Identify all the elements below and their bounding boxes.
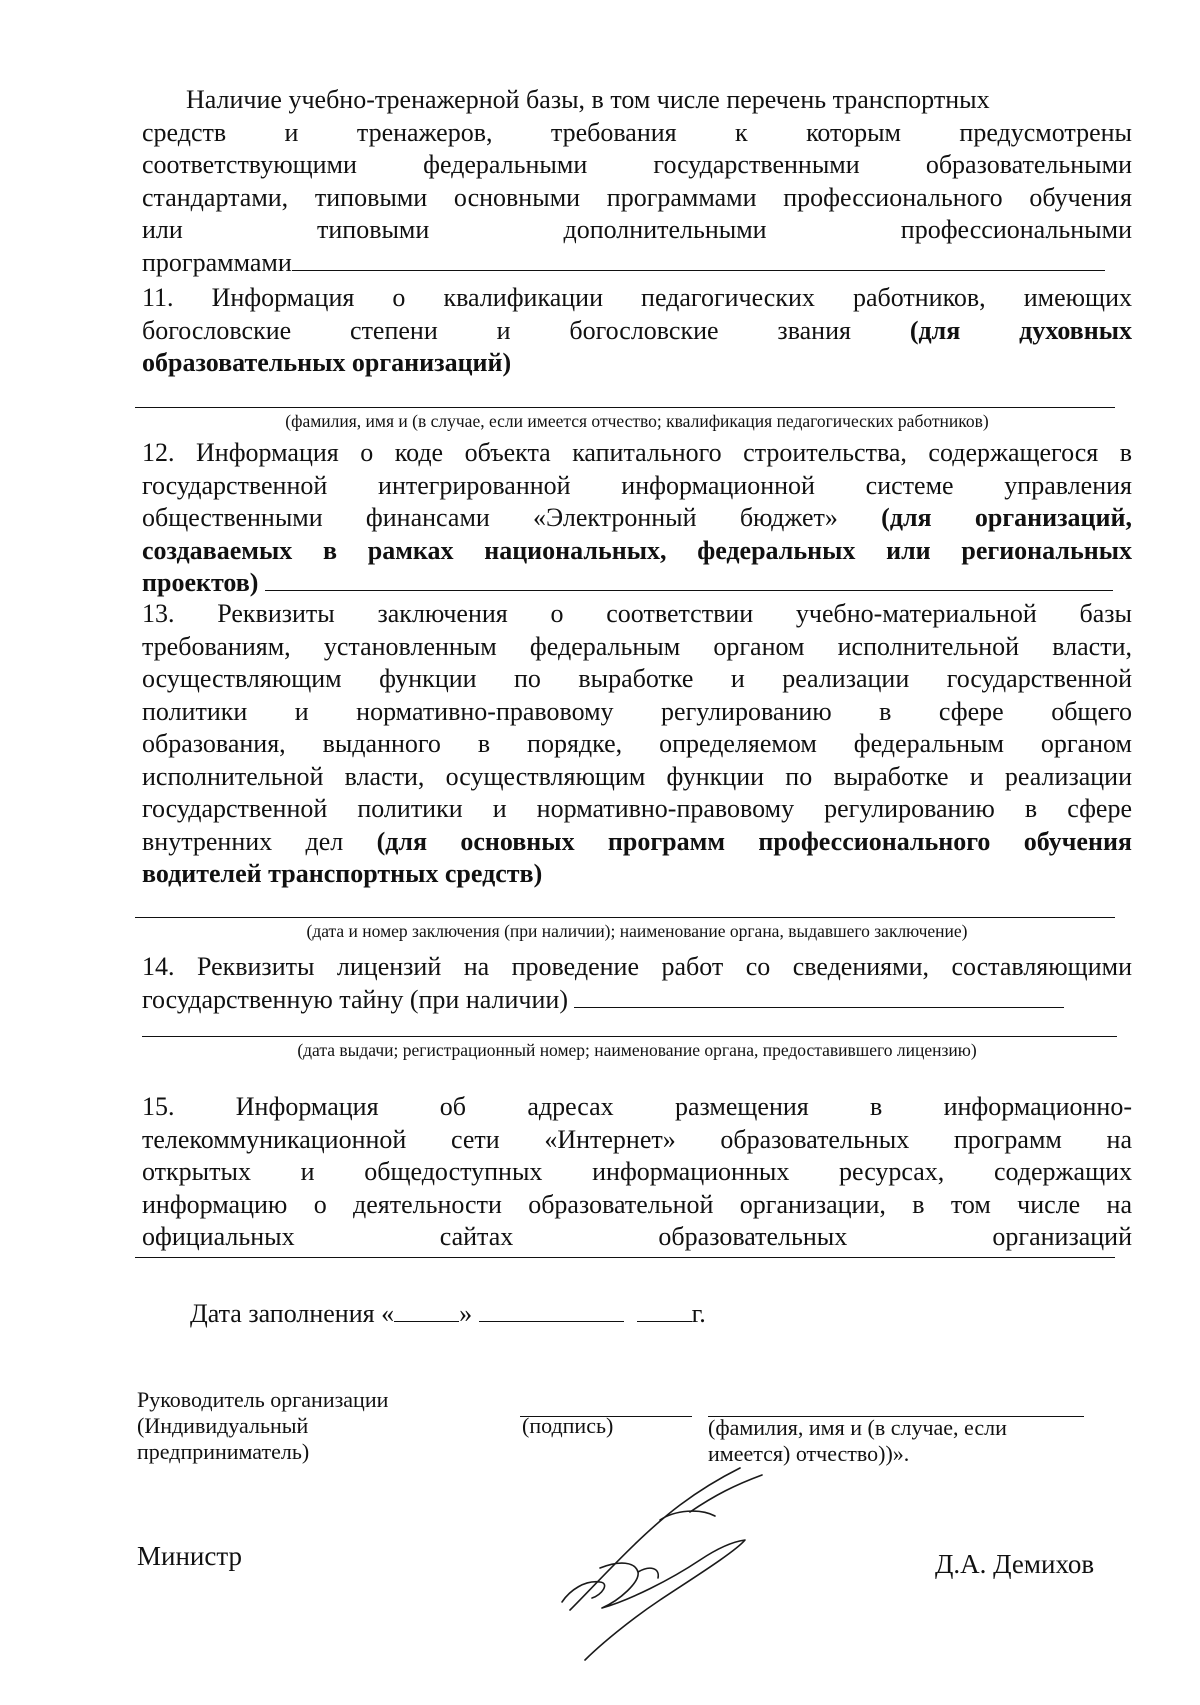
item-12-line-4-bold: создаваемых в рамках национальных, федеральных или региональных — [142, 535, 1132, 565]
date-fill-label: Дата заполнения « — [190, 1299, 395, 1328]
footer-position: Министр — [137, 1541, 242, 1571]
intro-line-6-text: программами — [142, 247, 292, 277]
handwritten-signature-icon — [540, 1450, 800, 1670]
item-15-line-2: телекоммуникационной сети «Интернет» образовательных программ на — [142, 1124, 1132, 1154]
footer-minister-name: Д.А. Демихов — [935, 1549, 1095, 1579]
item-11-line-1: 11. Информация о квалификации педагогических работников, имеющих — [142, 283, 1132, 312]
item-13-line-8-bold: (для основных программ профессионального обучения — [376, 826, 1132, 856]
name-caption-line-1: (фамилия, имя и (в случае, если — [708, 1415, 1007, 1440]
item-13-fill-line[interactable] — [135, 917, 1115, 918]
item-14-caption: (дата выдачи; регистрационный номер; наименование органа, предоставившего лицензию) — [297, 1040, 977, 1060]
item-13-line-1: 13. Реквизиты заключения о соответствии учебно-материальной базы — [142, 599, 1132, 628]
signature-role-line-2: (Индивидуальный — [137, 1413, 309, 1438]
signature-role-line-3: предприниматель) — [137, 1439, 310, 1464]
item-15-fill-line[interactable] — [135, 1257, 1115, 1258]
signature-role-line-1: Руководитель организации — [137, 1387, 389, 1412]
name-caption-line-2: имеется) отчество))». — [708, 1441, 910, 1466]
date-month-field[interactable] — [479, 1320, 624, 1322]
date-year-suffix: г. — [691, 1299, 706, 1328]
item-13-line-8-text: внутренних дел — [142, 826, 377, 856]
item-12-line-3-text: общественными финансами «Электронный бюджет» — [142, 503, 882, 532]
item-11-paragraph — [142, 282, 1132, 380]
intro-fill-line[interactable] — [292, 269, 1105, 271]
intro-paragraph — [142, 84, 1132, 279]
item-12-paragraph — [142, 437, 1132, 600]
intro-line-2: средств и тренажеров, требования к которым предусмотрены — [142, 117, 1132, 147]
item-14-fill-line[interactable] — [142, 1036, 1117, 1037]
item-13-paragraph — [142, 598, 1132, 891]
item-12-line-2: государственной интегрированной информационной системе управления — [142, 470, 1132, 500]
item-13-line-9 — [142, 858, 1132, 891]
date-close-quote: » — [459, 1299, 473, 1328]
item-12-fill-line[interactable] — [265, 589, 1113, 591]
item-15-line-1: 15. Информация об адресах размещения в информационно- — [142, 1092, 1132, 1121]
item-12-line-1: 12. Информация о коде объекта капитального строительства, содержащегося в — [142, 438, 1132, 467]
item-15-line-3: открытых и общедоступных информационных ресурсах, содержащих — [142, 1157, 1132, 1186]
date-year-field[interactable] — [637, 1320, 692, 1322]
item-13-line-4: политики и нормативно-правовому регулированию в сфере общего — [142, 696, 1132, 726]
intro-line-1: Наличие учебно-тренажерной базы, в том числе перечень транспортных — [186, 85, 990, 114]
signature-role — [137, 1387, 388, 1465]
item-11-line-3-bold: образовательных организаций) — [142, 348, 512, 377]
item-13-line-2: требованиям, установленным федеральным органом исполнительной власти, — [142, 631, 1132, 661]
item-13-line-3: осуществляющим функции по выработке и реализации государственной — [142, 664, 1132, 693]
signature-caption: (подпись) — [522, 1413, 614, 1438]
item-15-line-5: официальных сайтах образовательных организаций — [142, 1222, 1132, 1251]
item-11-line-2-bold: (для духовных — [909, 315, 1132, 345]
item-12-line-5-bold: проектов) — [142, 568, 259, 597]
item-14-fill-line-inline[interactable] — [574, 1006, 1064, 1008]
item-13-line-9-bold: водителей транспортных средств) — [142, 859, 543, 888]
item-14-line-2 — [142, 984, 1132, 1017]
item-15-paragraph — [142, 1091, 1132, 1254]
item-15-line-4: информацию о деятельности образовательной организации, в том числе на — [142, 1189, 1132, 1219]
item-13-line-7: государственной политики и нормативно-правовому регулированию в сфере — [142, 794, 1132, 823]
date-day-field[interactable] — [394, 1320, 459, 1322]
item-12-line-4 — [142, 535, 1132, 568]
intro-line-3: соответствующими федеральными государственными образовательными — [142, 150, 1132, 179]
item-14-paragraph — [142, 951, 1132, 1016]
item-12-line-5 — [142, 567, 1132, 600]
item-12-line-3-bold: (для организаций, — [881, 503, 1132, 532]
intro-line-4: стандартами, типовыми основными программами профессионального обучения — [142, 182, 1132, 212]
item-11-line-2-text: богословские степени и богословские звания — [142, 315, 910, 345]
item-13-line-5: образования, выданного в порядке, определяемом федеральным органом — [142, 729, 1132, 758]
item-14-line-1: 14. Реквизиты лицензий на проведение работ со сведениями, составляющими — [142, 952, 1132, 981]
item-11-fill-line[interactable] — [135, 407, 1115, 408]
date-fill-row — [190, 1298, 706, 1330]
item-13-line-6: исполнительной власти, осуществляющим функции по выработке и реализации — [142, 761, 1132, 791]
item-12-line-3 — [142, 502, 1132, 535]
intro-line-6 — [142, 247, 1132, 280]
item-13-line-8 — [142, 826, 1132, 859]
item-13-caption: (дата и номер заключения (при наличии); наименование органа, выдавшего заключение) — [306, 921, 968, 941]
item-14-line-2-text: государственную тайну (при наличии) — [142, 984, 568, 1014]
item-11-line-2 — [142, 315, 1132, 348]
item-11-caption: (фамилия, имя и (в случае, если имеется отчество; квалификация педагогических работников) — [285, 411, 989, 431]
item-11-line-3 — [142, 347, 1132, 380]
intro-line-5: или типовыми дополнительными профессиональными — [142, 215, 1132, 244]
